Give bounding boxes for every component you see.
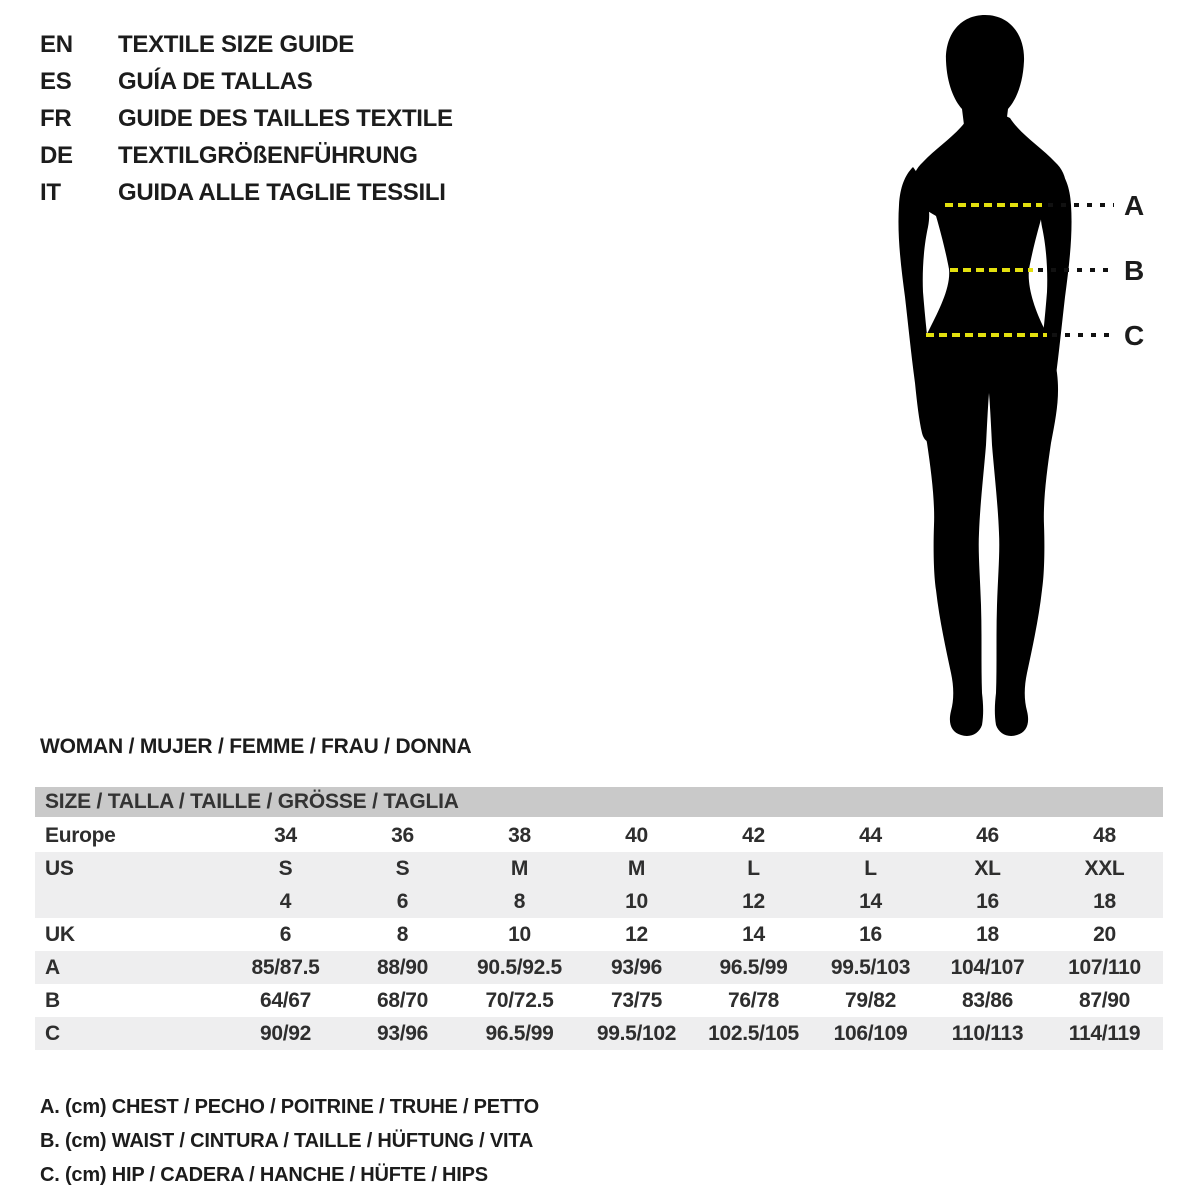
size-cell: 38	[508, 823, 531, 847]
chest-label: A	[1124, 190, 1145, 221]
size-cell: 76/78	[727, 988, 780, 1012]
language-code: ES	[40, 67, 72, 95]
size-cell: 96.5/99	[719, 955, 788, 979]
table-row	[35, 852, 1163, 885]
legend-row: A. (cm) CHEST / PECHO / POITRINE / TRUHE / PETTO	[40, 1095, 539, 1118]
row-label-cell	[35, 885, 227, 918]
size-cell: 110/113	[951, 1021, 1024, 1045]
chest-measure-line	[945, 203, 1042, 207]
row-label-cell: B	[45, 988, 60, 1012]
size-cell: 46	[976, 823, 999, 847]
size-cell: 99.5/103	[830, 955, 911, 979]
waist-label: B	[1124, 255, 1145, 286]
size-cell: S	[278, 856, 293, 880]
size-cell: XL	[974, 856, 1001, 880]
size-cell: 12	[625, 922, 648, 946]
size-cell: 44	[859, 823, 882, 847]
size-cell: 4	[279, 889, 292, 913]
size-cell: 107/110	[1068, 955, 1141, 979]
size-cell: 34	[274, 823, 297, 847]
size-cell: 8	[513, 889, 526, 913]
legend-row: C. (cm) HIP / CADERA / HANCHE / HÜFTE / HIPS	[40, 1163, 488, 1186]
table-row	[35, 1017, 1163, 1050]
measurement-legend	[40, 1090, 539, 1192]
size-cell: 16	[976, 889, 999, 913]
size-cell: 64/67	[259, 988, 312, 1012]
size-cell: 70/72.5	[485, 988, 554, 1012]
size-cell: 14	[742, 922, 765, 946]
size-cell: 48	[1093, 823, 1116, 847]
language-code: DE	[40, 141, 73, 169]
size-cell: 18	[1093, 889, 1116, 913]
language-row	[40, 26, 453, 63]
language-list	[40, 26, 453, 211]
language-code: EN	[40, 30, 73, 58]
size-cell: 12	[742, 889, 765, 913]
language-code: FR	[40, 104, 72, 132]
size-cell: L	[747, 856, 760, 880]
language-row	[40, 174, 453, 211]
size-cell: 73/75	[610, 988, 663, 1012]
size-cell: S	[395, 856, 410, 880]
size-cell: 93/96	[376, 1021, 429, 1045]
row-label-cell: A	[45, 955, 60, 979]
language-row	[40, 137, 453, 174]
row-label-cell: Europe	[45, 823, 116, 847]
size-table	[35, 819, 1163, 1050]
size-cell: 114/119	[1068, 1021, 1141, 1045]
size-cell: 18	[976, 922, 999, 946]
size-cell: 106/109	[833, 1021, 908, 1045]
size-cell: 96.5/99	[485, 1021, 554, 1045]
size-cell: 10	[508, 922, 531, 946]
table-row	[35, 918, 1163, 951]
size-cell: 90/92	[259, 1021, 312, 1045]
table-row	[35, 984, 1163, 1017]
row-label-cell: US	[45, 856, 74, 880]
hip-measure-line	[926, 333, 1047, 337]
size-cell: 16	[859, 922, 882, 946]
hip-leader-line	[1052, 333, 1114, 337]
size-cell: M	[627, 856, 646, 880]
size-cell: 87/90	[1078, 988, 1131, 1012]
size-cell: 42	[742, 823, 765, 847]
size-cell: 99.5/102	[596, 1021, 677, 1045]
language-code: IT	[40, 178, 61, 206]
size-cell: 36	[391, 823, 414, 847]
size-cell: 88/90	[376, 955, 429, 979]
table-row	[35, 951, 1163, 984]
size-cell: 90.5/92.5	[477, 955, 562, 979]
size-cell: 6	[279, 922, 292, 946]
row-label-cell: UK	[45, 922, 75, 946]
size-cell: L	[864, 856, 877, 880]
waist-measure-line	[950, 268, 1033, 272]
size-cell: 8	[396, 922, 409, 946]
size-cell: 10	[625, 889, 648, 913]
woman-silhouette	[875, 5, 1095, 750]
table-row	[35, 885, 1163, 918]
size-cell: 20	[1093, 922, 1116, 946]
language-title: GUIDE DES TAILLES TEXTILE	[118, 104, 453, 132]
language-title: GUÍA DE TALLAS	[118, 67, 313, 95]
size-cell: 83/86	[961, 988, 1014, 1012]
size-cell: 14	[859, 889, 882, 913]
table-row	[35, 819, 1163, 852]
size-cell: 104/107	[950, 955, 1025, 979]
size-table-header: SIZE / TALLA / TAILLE / GRÖSSE / TAGLIA	[35, 787, 1163, 817]
row-label-cell: C	[45, 1021, 60, 1045]
language-row	[40, 100, 453, 137]
size-table-section	[35, 787, 1163, 1050]
size-cell: 40	[625, 823, 648, 847]
size-cell: M	[510, 856, 529, 880]
size-cell: 102.5/105	[708, 1021, 799, 1045]
size-cell: 85/87.5	[251, 955, 320, 979]
language-row	[40, 63, 453, 100]
language-title: TEXTILE SIZE GUIDE	[118, 30, 354, 58]
legend-row: B. (cm) WAIST / CINTURA / TAILLE / HÜFTUNG / VITA	[40, 1129, 534, 1152]
waist-leader-line	[1038, 268, 1114, 272]
size-cell: 6	[396, 889, 409, 913]
chest-leader-line	[1048, 203, 1114, 207]
hip-label: C	[1124, 320, 1145, 351]
size-cell: 93/96	[610, 955, 663, 979]
language-title: TEXTILGRÖßENFÜHRUNG	[118, 141, 418, 169]
section-title-woman: WOMAN / MUJER / FEMME / FRAU / DONNA	[40, 735, 472, 758]
size-cell: 79/82	[844, 988, 897, 1012]
language-title: GUIDA ALLE TAGLIE TESSILI	[118, 178, 446, 206]
size-cell: XXL	[1084, 856, 1125, 880]
size-cell: 68/70	[376, 988, 429, 1012]
